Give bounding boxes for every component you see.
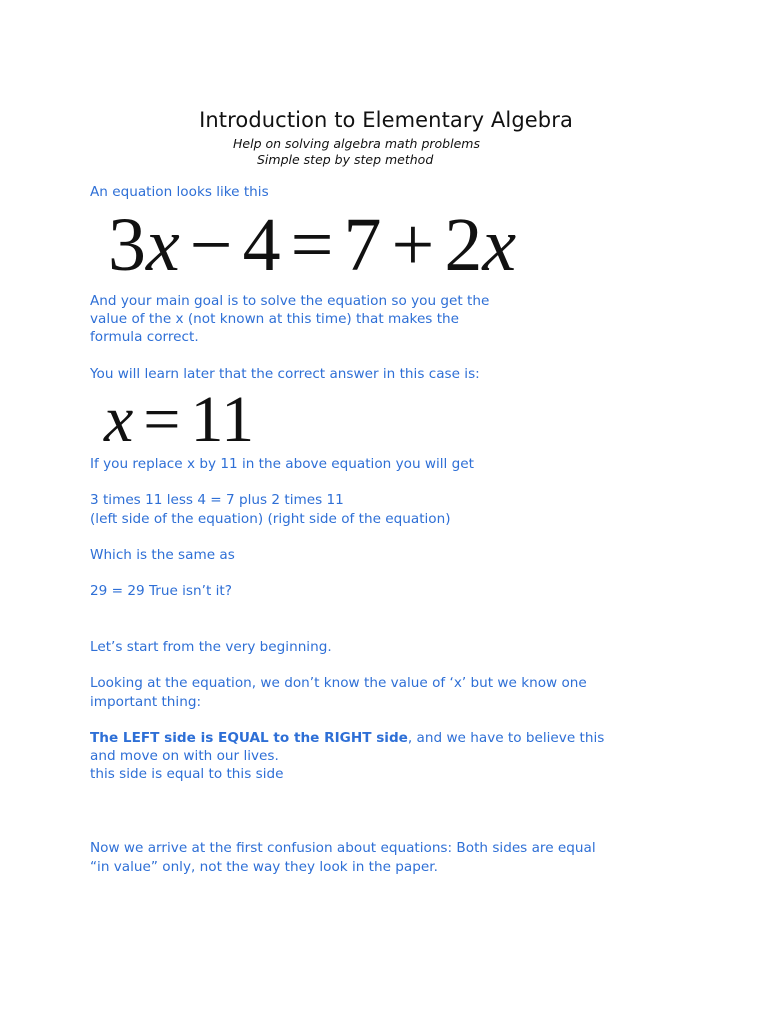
paragraph-goal-line-3: formula correct. [90, 329, 199, 345]
paragraph-start: Let’s start from the very beginning. [90, 639, 332, 655]
subtitle-line-1: Help on solving algebra math problems [233, 136, 480, 151]
emphasis-left-equals-right: The LEFT side is EQUAL to the RIGHT side [90, 730, 408, 746]
paragraph-times-line-2: (left side of the equation) (right side of the equation) [90, 511, 451, 527]
page-title: Introduction to Elementary Algebra [199, 108, 573, 132]
paragraph-looking-line-2: important thing: [90, 694, 202, 710]
eq1-minus: − [189, 203, 233, 287]
equation-answer [104, 380, 254, 460]
paragraph-equal-line-3: this side is equal to this side [90, 766, 284, 782]
eq1-var-2: x [482, 203, 517, 287]
paragraph-goal-line-1: And your main goal is to solve the equation so you get the [90, 293, 490, 309]
paragraph-equal-line-2: and move on with our lives. [90, 748, 279, 764]
paragraph-same-as: Which is the same as [90, 547, 235, 563]
paragraph-true: 29 = 29 True isn’t it? [90, 583, 232, 599]
paragraph-times-line-1: 3 times 11 less 4 = 7 plus 2 times 11 [90, 492, 344, 508]
paragraph-intro: An equation looks like this [90, 184, 269, 200]
eq1-four: 4 [242, 203, 281, 287]
eq2-value: 11 [190, 383, 255, 456]
eq1-seven: 7 [343, 203, 382, 287]
eq2-var: x [104, 383, 134, 456]
paragraph-looking-line-1: Looking at the equation, we don’t know the value of ‘x’ but we know one [90, 675, 587, 691]
eq1-coef-2: 2 [444, 203, 483, 287]
subtitle-line-2: Simple step by step method [257, 152, 434, 167]
equation-main [108, 200, 516, 290]
paragraph-answer: You will learn later that the correct answer in this case is: [90, 366, 480, 382]
paragraph-replace: If you replace x by 11 in the above equation you will get [90, 456, 474, 472]
eq1-equals: = [290, 203, 334, 287]
paragraph-equal-line-1 [90, 729, 604, 748]
eq2-equals: = [143, 383, 181, 456]
paragraph-confusion-line-2: “in value” only, not the way they look in the paper. [90, 859, 438, 875]
eq1-plus: + [391, 203, 435, 287]
paragraph-goal-line-2: value of the x (not known at this time) that makes the [90, 311, 460, 327]
eq1-var-1: x [146, 203, 180, 287]
paragraph-equal-rest: , and we have to believe this [407, 730, 605, 746]
eq1-coef-1: 3 [108, 203, 146, 287]
paragraph-confusion-line-1: Now we arrive at the first confusion about equations: Both sides are equal [90, 840, 596, 856]
